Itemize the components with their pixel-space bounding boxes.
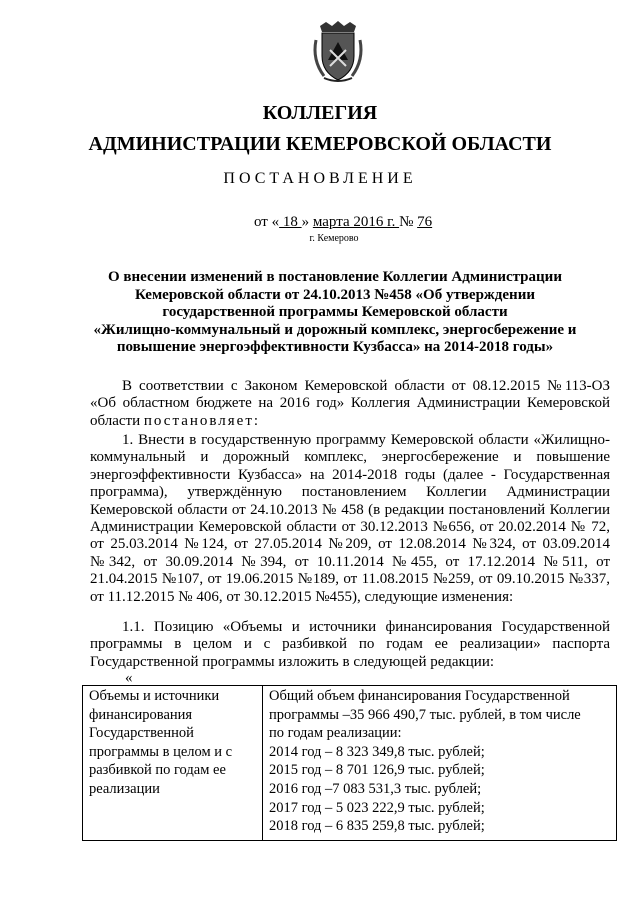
date-day: 18 <box>279 214 302 230</box>
financing-table <box>82 685 617 841</box>
financing-value-cell <box>263 686 617 841</box>
cell-line: Общий объем финансирования Государственной <box>269 688 570 704</box>
title-line: «Жилищно-коммунальный и дорожный комплекс, энергосбережение и <box>93 321 577 338</box>
title-line: государственной программы Кемеровской области <box>162 304 508 321</box>
cell-line: по годам реализации: <box>269 725 402 742</box>
org-name-line1: КОЛЛЕГИЯ <box>262 102 378 124</box>
document-date-number <box>254 214 432 231</box>
date-month-year: марта 2016 г. <box>312 214 400 230</box>
title-line: Кемеровской области от 24.10.2013 №458 «Об утверждении <box>135 286 535 303</box>
cell-line: программы в целом и с <box>89 743 233 760</box>
resolves-word: постановляет: <box>143 412 261 429</box>
cell-line: Государственной <box>89 725 194 742</box>
org-name-line2: АДМИНИСТРАЦИИ КЕМЕРОВСКОЙ ОБЛАСТИ <box>88 133 552 155</box>
paragraph-item-1-1: 1.1. Позицию «Объемы и источники финансирования Государственной программы в целом и с разбивкой по годам ее реализации» паспорта Государственной программы изложить в следующей редакции: <box>90 619 610 670</box>
paragraph-item-1: 1. Внести в государственную программу Кемеровской области «Жилищно-коммунальный и дорожный комплекс, энергосбережение и повышение энергоэффективности Кузбасса» на 2014-2018 годы (далее - Государственная программа), утверждённую постановлением Коллегии Администрации Кемеровской области от 24.10.2013 № 458 (в редакции постановлений Коллегии Администрации Кемеровской области от 30.12.2013 №656, от 20.02.2014 № 72, от 25.03.2014 №124, от 27.05.2014 №209, от 12.08.2014 №324, от 03.09.2014 №342, от 30.09.2014 №394, от 10.11.2014 №455, от 17.12.2014 №511, от 21.04.2015 №107, от 19.06.2015 №189, от 11.08.2015 №259, от 09.10.2015 №337, от 11.12.2015 № 406, от 30.12.2015 №455), следующие изменения: <box>90 432 610 605</box>
cell-line: разбивкой по годам ее <box>89 762 226 779</box>
cell-line: финансирования <box>89 706 193 723</box>
document-type: ПОСТАНОВЛЕНИЕ <box>223 170 417 187</box>
opening-quote: « <box>125 670 133 686</box>
preamble-text: В соответствии с Законом Кемеровской области от 08.12.2015 №113-ОЗ «Об областном бюджете на 2016 год» Коллегия Администрации Кемеровской области <box>90 378 610 429</box>
cell-line: реализации <box>89 780 160 797</box>
kemerovo-coat-of-arms-icon <box>310 20 366 84</box>
title-line: О внесении изменений в постановление Коллегии Администрации <box>108 269 562 285</box>
cell-line: 2015 год – 8 701 126,9 тыс. рублей; <box>269 762 485 779</box>
cell-line: программы –35 966 490,7 тыс. рублей, в том числе <box>269 706 581 723</box>
number-sign: № <box>399 214 418 230</box>
date-mid: » <box>301 214 313 230</box>
financing-label-cell <box>83 686 263 841</box>
cell-line: 2018 год – 6 835 259,8 тыс. рублей; <box>269 818 485 835</box>
cell-line: Объемы и источники <box>89 688 220 704</box>
table-row <box>83 686 617 841</box>
date-prefix: от « <box>254 214 280 230</box>
title-line: повышение энергоэффективности Кузбасса» на 2014-2018 годы» <box>116 339 554 356</box>
city: г. Кемерово <box>309 233 359 244</box>
document-title <box>90 269 580 357</box>
paragraph-preamble <box>90 378 610 430</box>
cell-line: 2017 год – 5 023 222,9 тыс. рублей; <box>269 799 485 816</box>
cell-line: 2016 год –7 083 531,3 тыс. рублей; <box>269 780 482 797</box>
cell-line: 2014 год – 8 323 349,8 тыс. рублей; <box>269 743 485 760</box>
document-number: 76 <box>417 214 433 230</box>
